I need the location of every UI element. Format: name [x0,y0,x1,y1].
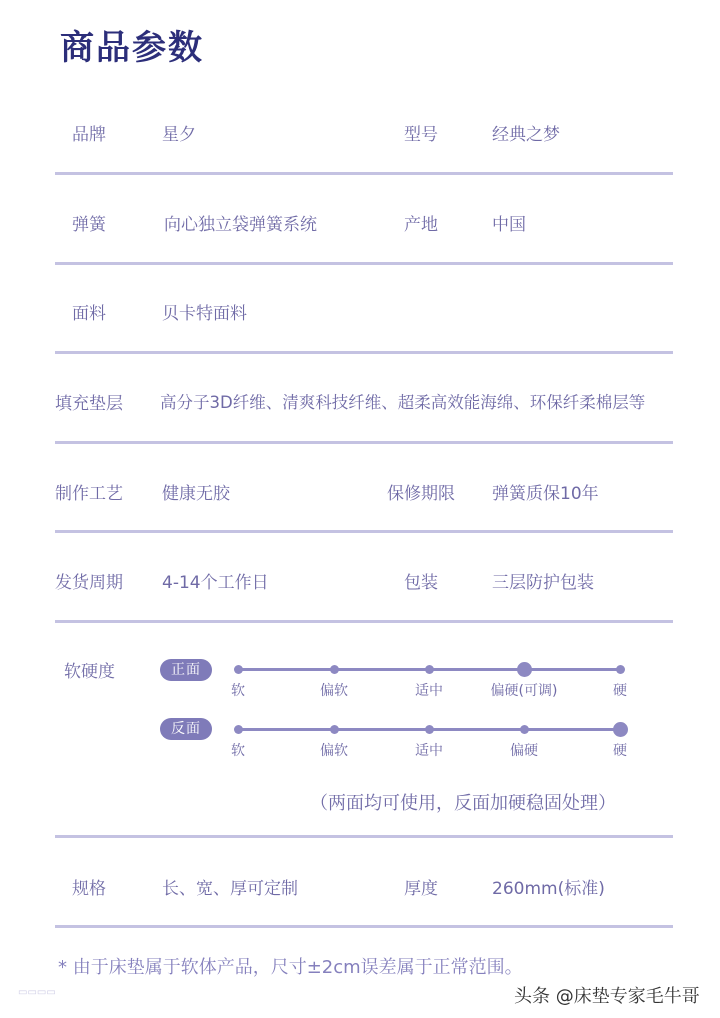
param-value-2: 中国 [492,215,526,235]
hardness-dot [234,725,243,734]
watermark-left: ▭▭▭▭ [18,987,56,998]
param-label: 规格 [72,879,106,899]
param-value: 健康无胶 [162,484,230,504]
param-label: 面料 [72,304,106,324]
param-value-2: 弹簧质保10年 [492,484,599,504]
hardness-stop-label: 偏软 [320,683,348,699]
divider [55,351,673,354]
divider [55,835,673,838]
divider [55,530,673,533]
footnote: * 由于床垫属于软体产品，尺寸±2cm误差属于正常范围。 [58,957,523,978]
hardness-dot [425,725,434,734]
hardness-stop-label: 硬 [613,743,627,759]
hardness-stop-label: 硬 [613,683,627,699]
param-value: 长、宽、厚可定制 [162,879,298,899]
param-label-2: 型号 [404,125,438,145]
hardness-stop-label: 偏软 [320,743,348,759]
hardness-stop-label: 适中 [415,743,443,759]
hardness-dot [330,665,339,674]
param-label: 品牌 [72,125,106,145]
front-side-pill: 正面 [160,659,212,681]
hardness-dot [616,665,625,674]
param-label-2: 保修期限 [387,484,455,504]
hardness-dot [330,725,339,734]
param-value: 高分子3D纤维、清爽科技纤维、超柔高效能海绵、环保纤柔棉层等 [160,393,646,412]
param-label-2: 产地 [404,215,438,235]
param-value: 向心独立袋弹簧系统 [164,215,317,235]
hardness-label: 软硬度 [64,662,115,682]
param-label: 制作工艺 [55,484,123,504]
divider [55,441,673,444]
param-value: 4-14个工作日 [162,573,269,593]
watermark-right: 头条 @床垫专家毛牛哥 [514,986,700,1007]
param-label-2: 包装 [404,573,438,593]
hardness-stop-label: 偏硬(可调) [490,683,558,699]
divider [55,262,673,265]
param-value: 贝卡特面料 [162,304,247,324]
param-label-2: 厚度 [404,879,438,899]
hardness-selected-dot [613,722,628,737]
divider [55,620,673,623]
divider [55,925,673,928]
hardness-stop-label: 软 [231,743,245,759]
hardness-dot [234,665,243,674]
hardness-dot [520,725,529,734]
param-label: 弹簧 [72,215,106,235]
page-title: 商品参数 [60,28,204,68]
hardness-stop-label: 软 [231,683,245,699]
hardness-stop-label: 适中 [415,683,443,699]
hardness-selected-dot [517,662,532,677]
param-value: 星夕 [162,125,196,145]
hardness-stop-label: 偏硬 [510,743,538,759]
back-side-pill: 反面 [160,718,212,740]
param-value-2: 经典之梦 [492,125,560,145]
param-label: 发货周期 [55,573,123,593]
param-label: 填充垫层 [55,394,123,414]
param-value-2: 三层防护包装 [492,573,594,593]
param-value-2: 260mm(标准) [492,879,605,899]
hardness-dot [425,665,434,674]
divider [55,172,673,175]
hardness-note: （两面均可使用，反面加硬稳固处理） [310,793,616,814]
